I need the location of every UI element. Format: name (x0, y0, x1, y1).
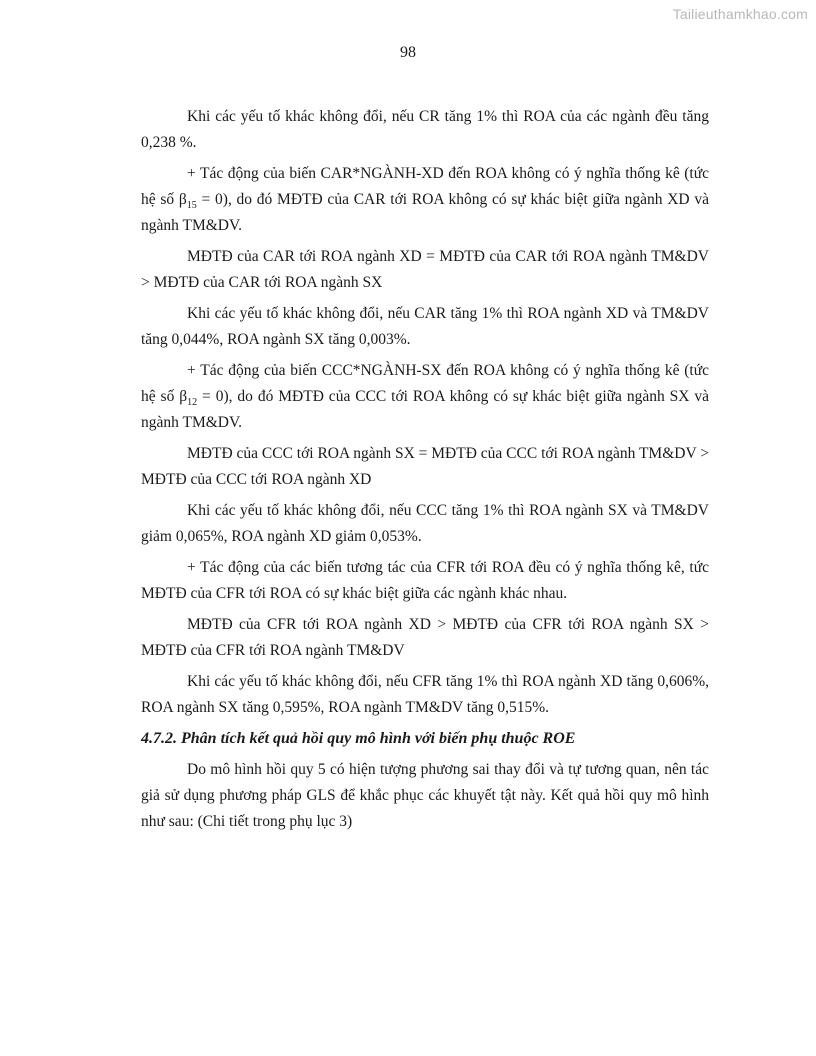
paragraph: + Tác động của biến CCC*NGÀNH-SX đến ROA không có ý nghĩa thống kê (tức hệ số $\beta_{12} = 0$), do đó MĐTĐ của CCC tới ROA không có sự khác biệt giữa ngành SX và ngành TM&DV. (141, 362, 709, 431)
paragraph: MĐTĐ của CCC tới ROA ngành SX = MĐTĐ của CCC tới ROA ngành TM&DV > MĐTĐ của CCC tới ROA ngành XD (141, 445, 709, 488)
paragraph: MĐTĐ của CAR tới ROA ngành XD = MĐTĐ của CAR tới ROA ngành TM&DV > MĐTĐ của CAR tới ROA ngành SX (141, 248, 709, 291)
paragraph: Khi các yếu tố khác không đổi, nếu CFR tăng 1% thì ROA ngành XD tăng 0,606%, ROA ngành SX tăng 0,595%, ROA ngành TM&DV tăng 0,515%. (141, 673, 709, 716)
paragraph: Do mô hình hồi quy 5 có hiện tượng phương sai thay đổi và tự tương quan, nên tác giả sử dụng phương pháp GLS để khắc phục các khuyết tật này. Kết quả hồi quy mô hình như sau: (Chi tiết trong phụ lục 3) (141, 761, 709, 830)
watermark: Tailieuthamkhao.com (672, 6, 808, 22)
paragraph: Khi các yếu tố khác không đổi, nếu CAR tăng 1% thì ROA ngành XD và TM&DV tăng 0,044%, ROA ngành SX tăng 0,003%. (141, 305, 709, 348)
document-body (141, 104, 709, 840)
paragraph: + Tác động của các biến tương tác của CFR tới ROA đều có ý nghĩa thống kê, tức MĐTĐ của CFR tới ROA có sự khác biệt giữa các ngành khác nhau. (141, 559, 709, 602)
paragraph: Khi các yếu tố khác không đổi, nếu CR tăng 1% thì ROA của các ngành đều tăng 0,238 %. (141, 108, 709, 151)
page-number: 98 (400, 44, 416, 61)
section-heading: 4.7.2. Phân tích kết quả hồi quy mô hình với biến phụ thuộc ROE (141, 730, 576, 747)
paragraph: Khi các yếu tố khác không đổi, nếu CCC tăng 1% thì ROA ngành SX và TM&DV giảm 0,065%, ROA ngành XD giảm 0,053%. (141, 502, 709, 545)
paragraph: MĐTĐ của CFR tới ROA ngành XD > MĐTĐ của CFR tới ROA ngành SX > MĐTĐ của CFR tới ROA ngành TM&DV (141, 616, 709, 659)
paragraph: + Tác động của biến CAR*NGÀNH-XD đến ROA không có ý nghĩa thống kê (tức hệ số $\beta_{15} = 0$), do đó MĐTĐ của CAR tới ROA không có sự khác biệt giữa ngành XD và ngành TM&DV. (141, 165, 710, 234)
